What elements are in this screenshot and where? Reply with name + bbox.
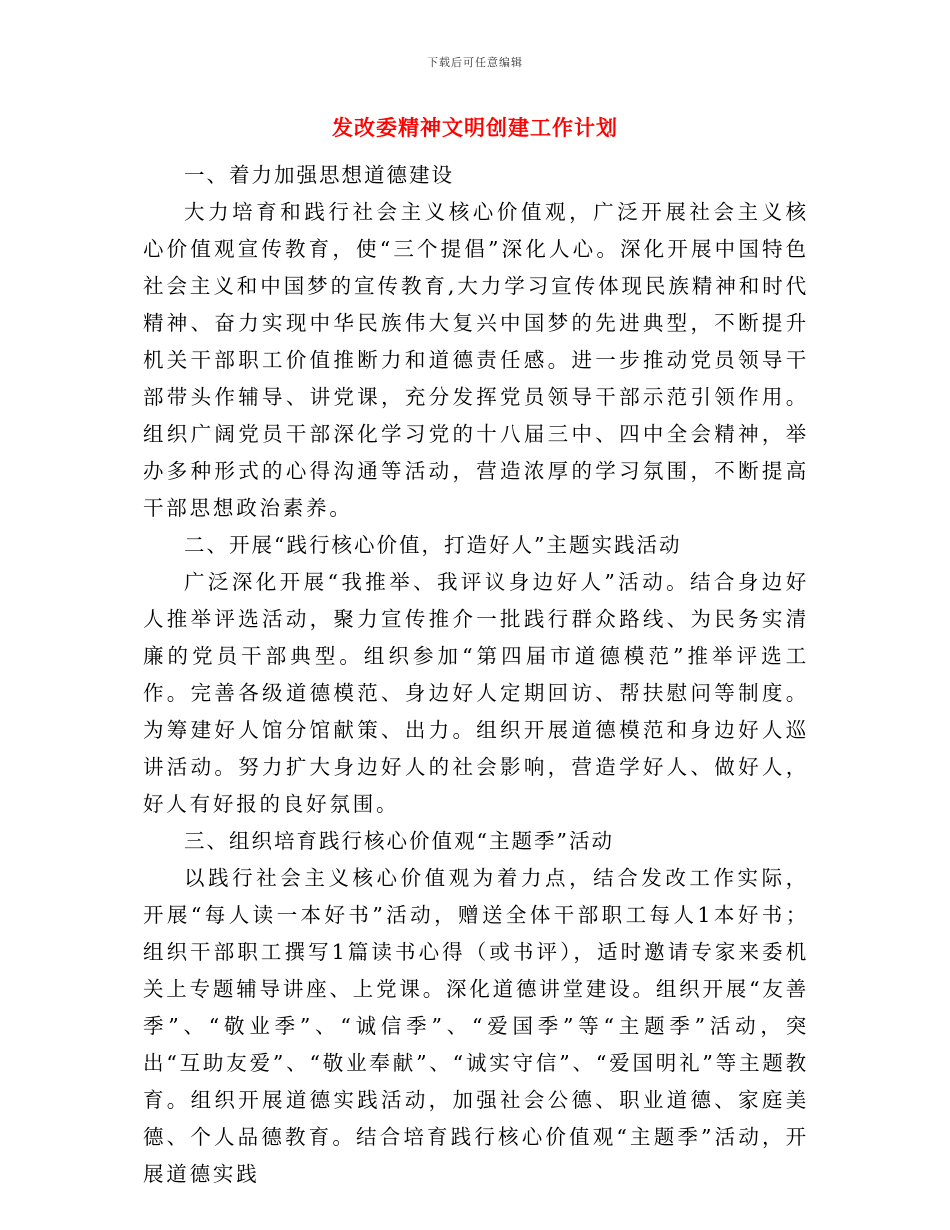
section-heading-1: 一、着力加强思想道德建设 xyxy=(184,163,454,187)
section-paragraph-2: 广泛深化开展“我推举、我评议身边好人”活动。结合身边好人推举评选活动，聚力宣传推介一批践行群众路线、为民务实清廉的党员干部典型。组织参加“第四届市道德模范”推举评选工作。完善各级道德模范、身边好人定期回访、帮扶慰问等制度。为筹建好人馆分馆献策、出力。组织开展道德模范和身边好人巡讲活动。努力扩大身边好人的社会影响，营造学好人、做好人，好人有好报的良好氛围。 xyxy=(143,570,809,816)
document-title: 发改委精神文明创建工作计划 xyxy=(332,115,618,140)
section-paragraph-3: 以践行社会主义核心价值观为着力点，结合发改工作实际，开展“每人读一本好书”活动，赠送全体干部职工每人1本好书；组织干部职工撰写1篇读书心得（或书评），适时邀请专家来委机关上专题辅导讲座、上党课。深化道德讲堂建设。组织开展“友善季”、“敬业季”、“诚信季”、“爱国季”等“主题季”活动，突出“互助友爱”、“敬业奉献”、“诚实守信”、“爱国明礼”等主题教育。组织开展道德实践活动，加强社会公德、职业道德、家庭美德、个人品德教育。结合培育践行核心价值观“主题季”活动，开展道德实践 xyxy=(143,866,809,1186)
document-body xyxy=(143,157,809,1193)
page-header-note: 下载后可任意编辑 xyxy=(427,56,523,69)
section-paragraph-1: 大力培育和践行社会主义核心价值观，广泛开展社会主义核心价值观宣传教育，使“三个提倡”深化人心。深化开展中国特色社会主义和中国梦的宣传教育,大力学习宣传体现民族精神和时代精神、奋力实现中华民族伟大复兴中国梦的先进典型，不断提升机关干部职工价值推断力和道德责任感。进一步推动党员领导干部带头作辅导、讲党课，充分发挥党员领导干部示范引领作用。组织广阔党员干部深化学习党的十八届三中、四中全会精神，举办多种形式的心得沟通等活动，营造浓厚的学习氛围，不断提高干部思想政治素养。 xyxy=(143,200,809,520)
section-heading-2: 二、开展“践行核心价值，打造好人”主题实践活动 xyxy=(184,533,682,557)
section-heading-3: 三、组织培育践行核心价值观“主题季”活动 xyxy=(184,829,614,853)
